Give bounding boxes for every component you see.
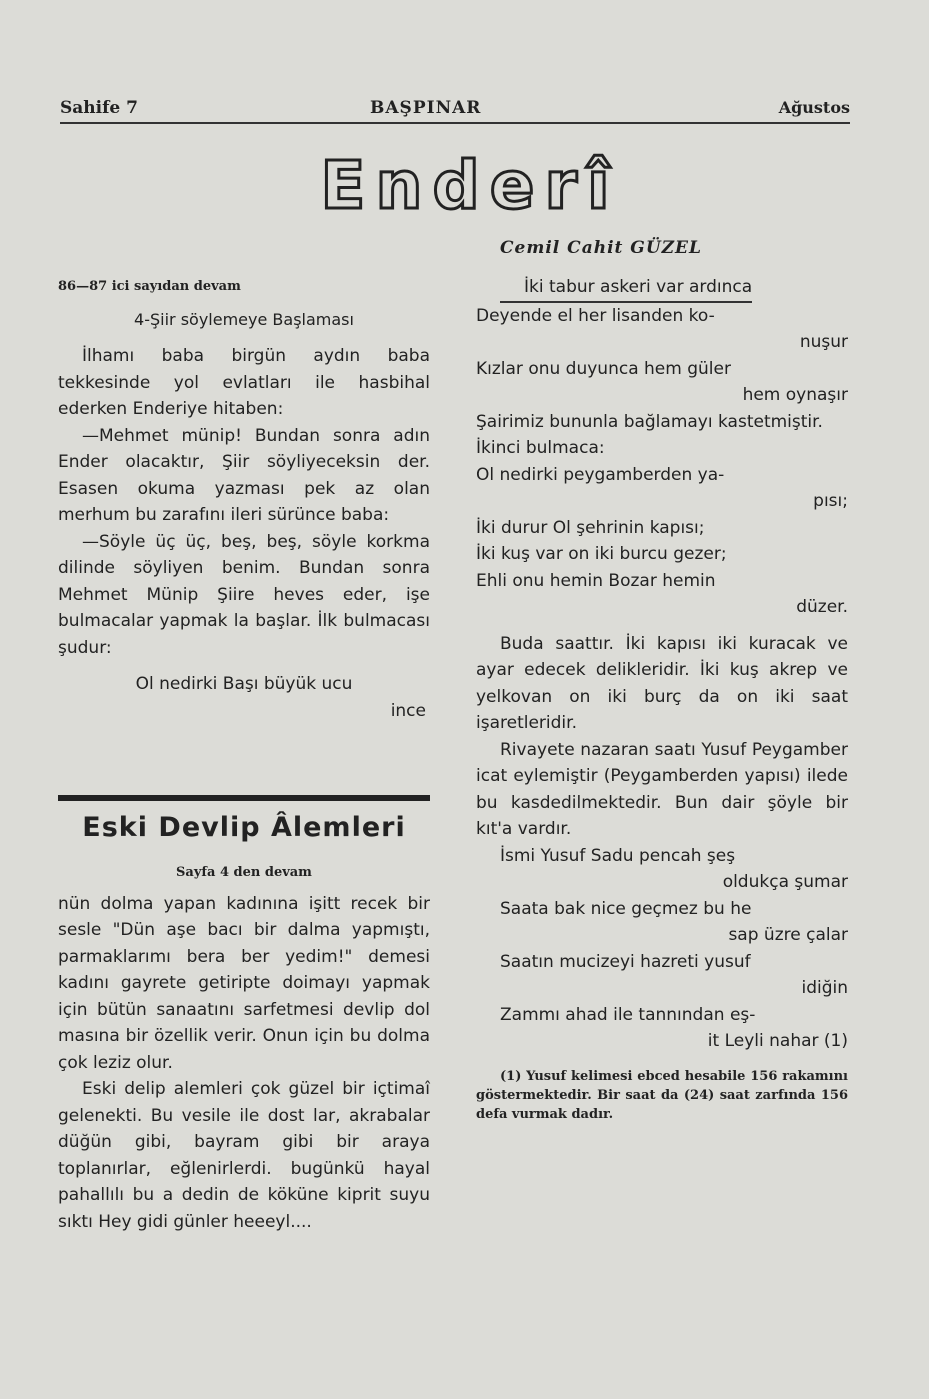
poem-line: İki kuş var on iki burcu gezer; (476, 544, 727, 564)
poem-line: Ol nedirki Başı büyük ucu (135, 674, 353, 694)
paragraph: —Mehmet münip! Bundan sonra adın Ender olacaktır, Şiir söyliyeceksin der. Esasen okuma yazması pek az olan merhum bu zarafını ileri sürünce baba: (58, 425, 430, 525)
poem-line: Saatın mucizeyi hazreti yusuf (500, 951, 751, 972)
page-header (60, 96, 850, 124)
section-title: Eski Devlip Âlemleri (82, 812, 406, 843)
poem-line: sap üzre çalar (728, 925, 848, 945)
article-author: Cemil Cahit GÜZEL (500, 238, 702, 258)
poem-line: Saata bak nice geçmez bu he (500, 898, 752, 919)
poem-line: Ehli onu hemin Bozar hemin (476, 570, 716, 591)
right-column (476, 274, 848, 1124)
poem-line: Ol nedirki peygamberden ya- (476, 464, 725, 485)
paragraph: İlhamı baba birgün aydın baba tekkesinde yol evlatları ile hasbihal ederken Enderiye hitaben: (58, 346, 430, 419)
footnote: (1) Yusuf kelimesi ebced hesabile 156 rakamını göstermektedir. Bir saat da (24) saat zarfında 156 defa vurmak dadır. (476, 1068, 848, 1122)
left-column-top (58, 274, 430, 724)
article-title: Enderî (320, 147, 620, 224)
poem-line: Şairimiz bununla bağlamayı kastetmiştir. (476, 411, 823, 432)
poem-line: oldukça şumar (722, 872, 848, 892)
poem-line: Deyende el her lisanden ko- (476, 305, 715, 326)
poem-line: hem oynaşır (742, 385, 848, 405)
poem-line (476, 274, 848, 303)
poem-line: Kızlar onu duyunca hem güler (476, 358, 731, 379)
poem-line: it Leyli nahar (1) (707, 1031, 848, 1051)
poem-line-first: İki tabur askeri var ardınca (500, 274, 752, 303)
poem-line: düzer. (796, 597, 848, 617)
poem-line: İkinci bulmaca: (476, 438, 605, 458)
paragraph: —Söyle üç üç, beş, beş, söyle korkma dilinde söyliyen benim. Bundan sonra Mehmet Münip Şiire heves eder, işe bulmacalar yapmak la başlar. İlk bulmacası şudur: (58, 531, 430, 658)
page-number: Sahife 7 (60, 98, 138, 118)
continued-note: Sayfa 4 den devam (176, 865, 312, 880)
section-divider (58, 795, 430, 801)
continued-note: 86—87 ici sayıdan devam (58, 279, 241, 294)
poem-line: idiğin (801, 978, 848, 998)
paragraph: Eski delip alemleri çok güzel bir içtimaî gelenekti. Bu vesile ile dost lar, akrabalar düğün gibi, bayram gibi bir araya toplanırlar, eğlenirlerdi. bugünkü hayal pahallılı bu a dedin de köküne kiprit suyu sıktı Hey gidi günler heeeyl.... (58, 1079, 430, 1232)
paragraph: Rivayete nazaran saatı Yusuf Peygamber icat eylemiştir (Peygamberden yapısı) ilede bu kasdedilmektedir. Bun dair şöyle bir kıt'a vardır. (476, 739, 848, 839)
paragraph: Buda saattır. İki kapısı iki kuracak ve ayar edecek delikleridir. İki kuş akrep ve yelkovan on iki burç da on iki saat işaretleridir. (476, 633, 848, 733)
poem-line: Zammı ahad ile tannından eş- (500, 1004, 756, 1025)
poem-line: nuşur (799, 332, 848, 352)
poem-line: İki durur Ol şehrinin kapısı; (476, 517, 705, 538)
left-column-bottom (58, 860, 430, 1235)
poem-line: ince (390, 700, 426, 721)
issue-month: Ağustos (778, 98, 850, 117)
article-subtitle: 4-Şiir söylemeye Başlaması (134, 309, 354, 329)
poem-line: İsmi Yusuf Sadu pencah şeş (500, 845, 736, 866)
poem-line: pısı; (813, 491, 848, 511)
paragraph: nün dolma yapan kadınına işitt recek bir sesle "Dün aşe bacı bir dalma yapmıştı, parmaklarımı bera ber yedim!" demesi kadını gayrete getiripte doimayı yapmak için bütün sanaatını sarfetmesi devlip dol masına bir özellik verir. Onun için bu dolma çok leziz olur. (58, 893, 430, 1073)
newspaper-name: BAŞPINAR (370, 98, 482, 118)
